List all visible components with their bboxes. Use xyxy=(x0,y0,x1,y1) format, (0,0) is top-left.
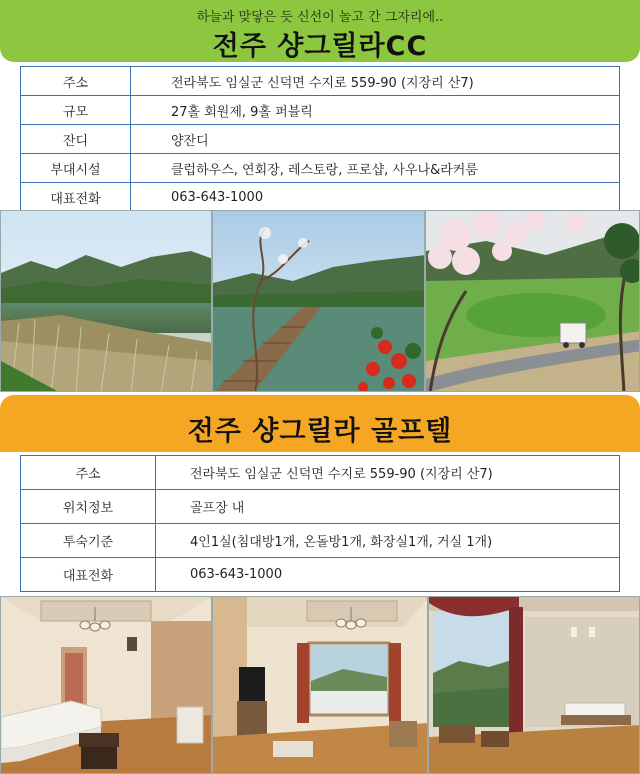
table-row xyxy=(21,558,620,592)
wooden-bridge-photo xyxy=(212,210,425,392)
course-info-table xyxy=(20,66,620,212)
course-title: 전주 샹그릴라CC xyxy=(212,31,428,62)
table-row xyxy=(21,524,620,558)
tv-room-photo xyxy=(212,596,428,774)
table-row xyxy=(21,96,620,125)
row-label: 대표전화 xyxy=(21,558,156,592)
row-value: 전라북도 임실군 신덕면 수지로 559-90 (지장리 산7) xyxy=(156,456,620,490)
table-row xyxy=(21,67,620,96)
golftel-info-table xyxy=(20,455,620,592)
row-label: 부대시설 xyxy=(21,154,131,183)
row-label: 위치정보 xyxy=(21,490,156,524)
row-value: 4인1실(침대방1개, 온돌방1개, 화장실1개, 거실 1개) xyxy=(156,524,620,558)
course-photo-strip xyxy=(0,210,640,392)
course-banner xyxy=(0,0,640,62)
bedroom-photo xyxy=(428,596,640,774)
row-label: 주소 xyxy=(21,67,131,96)
golftel-title: 전주 샹그릴라 골프텔 xyxy=(187,416,453,447)
living-room-photo xyxy=(0,596,212,774)
table-row xyxy=(21,456,620,490)
golftel-photo-strip xyxy=(0,596,640,774)
cherry-blossom-fairway-photo xyxy=(425,210,640,392)
row-label: 투숙기준 xyxy=(21,524,156,558)
row-value: 양잔디 xyxy=(131,125,620,154)
row-label: 규모 xyxy=(21,96,131,125)
table-row xyxy=(21,183,620,212)
row-label: 주소 xyxy=(21,456,156,490)
row-value: 클럽하우스, 연회장, 레스토랑, 프로샵, 사우나&라커룸 xyxy=(131,154,620,183)
table-row xyxy=(21,154,620,183)
row-label: 잔디 xyxy=(21,125,131,154)
row-label: 대표전화 xyxy=(21,183,131,212)
lake-reeds-photo xyxy=(0,210,212,392)
table-row xyxy=(21,125,620,154)
row-value: 063-643-1000 xyxy=(156,558,620,592)
table-row xyxy=(21,490,620,524)
course-slogan: 하늘과 맞닿은 듯 신선이 놀고 간 그자리에.. xyxy=(196,10,444,25)
row-value: 전라북도 임실군 신덕면 수지로 559-90 (지장리 산7) xyxy=(131,67,620,96)
row-value: 27홀 회원제, 9홀 퍼블릭 xyxy=(131,96,620,125)
row-value: 골프장 내 xyxy=(156,490,620,524)
golftel-banner xyxy=(0,395,640,452)
row-value: 063-643-1000 xyxy=(131,183,620,212)
